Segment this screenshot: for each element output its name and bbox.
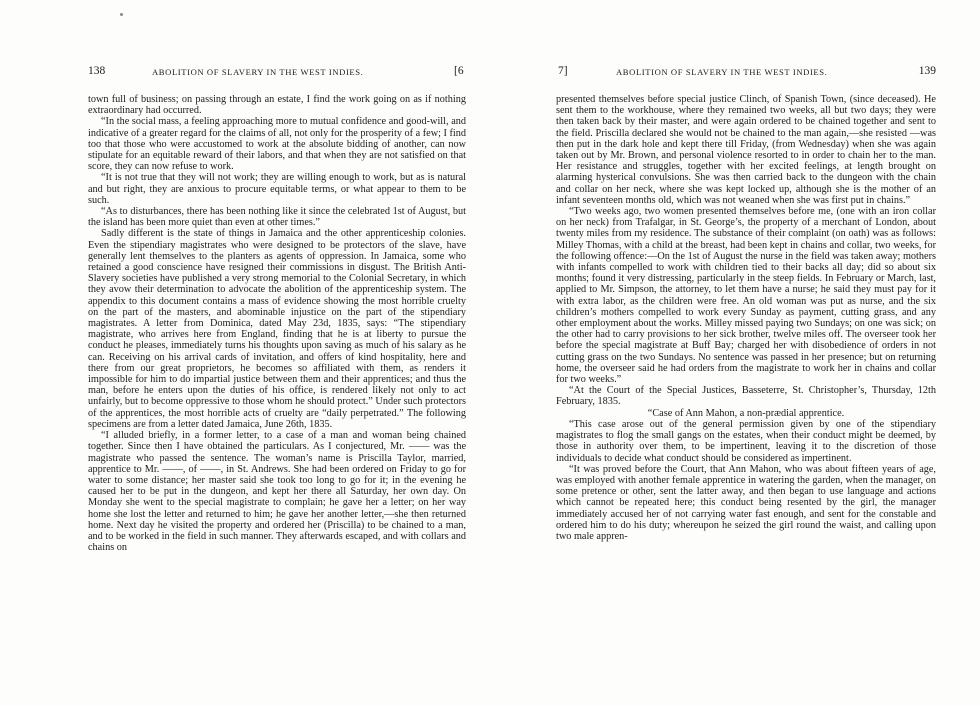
right-signature-mark: 7] — [558, 65, 568, 77]
left-paragraph-2: “In the social mass, a feeling approaching more to mutual confidence and good-will, and indicative of a greater regard for the claims of all, not only for the prosperity of a few; I find too that those who were accustomed to work at the absolute bidding of another, can now stipulate for an equitable reward of their labors, and that when they are not satisfied on that score, they can now refuse to work. — [88, 116, 466, 173]
right-page — [556, 0, 936, 706]
left-signature-mark: [6 — [454, 65, 464, 77]
right-running-title: ABOLITION OF SLAVERY IN THE WEST INDIES. — [616, 67, 828, 77]
left-paragraph-3: “It is not true that they will not work; they are willing enough to work, but as is natural and but right, they are anxious to procure equitable terms, or what appear to them to be such. — [88, 172, 466, 206]
right-paragraph-1: presented themselves before special justice Clinch, of Spanish Town, (since deceased). He sent them to the workhouse, where they remained two weeks, all but two days; they were then taken back by their master, and were again ordered to be chained together and sent to the field. Priscilla declared she would not be chained to the man again,—she resisted —was then put in the dark hole and kept there till Friday, (from Wednesday) when she was again taken out by Mr. Brown, and personal violence resorted to in order to chain her to the man. Her resistance and struggles, together with her excited feelings, at length brought on alarming hysterical convulsions. She was then carried back to the dungeon with the chain and collar on her neck, where she was kept locked up, although she is the mother of an infant seventeen months old, which was not weaned when she was first put in chains.” — [556, 94, 936, 206]
left-paragraph-6: “I alluded briefly, in a former letter, to a case of a man and woman being chained together. Since then I have obtained the particulars. As I conjectured, Mr. —— was the magistrate who passed the sentence. The woman’s name is Priscilla Taylor, married, apprentice to Mr. ——, of ——, in St. Andrews. She had been ordered on Friday to go for water to some distance; her master said she took too long to go for it; in the evening he caused her to be put in the dungeon, and kept her there all Saturday, her own day. On Monday she went to the special magistrate to complain; he gave her a letter; on her way home she lost the letter and returned to him; he gave her another letter,—she then returned home. Next day he visited the property and ordered her (Priscilla) to be chained to a man, and to be worked in the field in such manner. They afterwards escaped, and with collars and chains on — [88, 430, 466, 554]
right-paragraph-5: “This case arose out of the general permission given by one of the stipendiary magistrates to flog the small gangs on the estates, when their conduct might be deemed, by those in authority over them, to be impertinent, leaving it to the discretion of those individuals to decide what conduct should be considered as impertinent. — [556, 418, 936, 464]
left-page-number: 138 — [88, 65, 106, 77]
right-running-head — [556, 66, 936, 82]
left-paragraph-1: town full of business; on passing through an estate, I find the work going on as if nothing extraordinary had occurred. — [88, 94, 466, 117]
left-page — [88, 0, 466, 706]
left-running-head — [88, 66, 466, 82]
right-paragraph-3: “At the Court of the Special Justices, Basseterre, St. Christopher’s, Thursday, 12th February, 1835. — [556, 385, 936, 408]
left-paragraph-5: Sadly different is the state of things in Jamaica and the other apprenticeship colonies. Even the stipendiary magistrates who were designed to be protectors of the slave, have generally lent themselves to the planters as agents of oppression. In Jamaica, some who retained a good conscience have resigned their commissions in disgust. The British Anti-Slavery societies have published a very strong memorial to the Colonial Secretary, in which they avow their determination to advocate the abolition of the apprenticeship system. The appendix to this document contains a mass of evidence showing the most horrible cruelty on the part of the masters, and abominable injustice on the part of the stipendiary magistrates. A letter from Dominica, dated May 23d, 1835, says: “The stipendiary magistrate, who arrives here from England, finding that he is at liberty to pursue the conduct he pleases, immediately turns his thoughts upon saving as much of his salary as he can. Receiving on his arrival cards of invitation, and offers of kind hospitality, here and there from our great proprietors, he becomes so affiliated with them, as renders it impossible for him to do impartial justice between them and their apprentices; and thus the man, before he enters upon the duties of his office, is rendered likely not only to act unfairly, but to become oppressive to those whom he should protect.” Under such protectors of the apprentices, the most horrible acts of cruelty are “daily perpetrated.” The following specimens are from a letter dated Jamaica, June 26th, 1835. — [88, 228, 466, 430]
right-paragraph-2: “Two weeks ago, two women presented themselves before me, (one with an iron collar on her neck) from Trafalgar, in St. George’s, the property of a merchant of London, about twenty miles from my residence. The substance of their complaint (on oath) was as follows: Milley Thomas, with a child at the breast, had been kept in chains and collar, two weeks, for the following offence:—On the 1st of August the nurse in the field was taken away; mothers with infants compelled to work with children tied to their backs all day; did so about six months; found it very distressing, particularly in the steep fields. In February or March, last, applied to Mr. Simpson, the attorney, to let them have a nurse; he said they must pay for it with extra labor, as the children were free. An old woman was put as nurse, and the six children’s mothers compelled to work every Sunday as payment, cutting grass, and any other employment about the works. Milley missed paying two Sundays; on one was sick; on the other had to carry provisions to her sick brother, twelve miles off. The overseer took her before the special magistrate at Buff Bay; charged her with disobedience of orders in not cutting grass on the two Sundays. No sentence was passed in her presence; but on returning home, the overseer said he had orders from the magistrate to work her in chains and collar for two weeks.” — [556, 206, 936, 386]
right-page-number: 139 — [918, 65, 936, 77]
right-page-body — [556, 94, 936, 542]
left-page-body — [88, 94, 466, 553]
right-case-heading: “Case of Ann Mahon, a non-prædial apprentice. — [647, 407, 845, 419]
left-paragraph-4: “As to disturbances, there has been nothing like it since the celebrated 1st of August, but the island has been more quiet than even at other times.” — [88, 206, 466, 229]
right-paragraph-6: “It was proved before the Court, that Ann Mahon, who was about fifteen years of age, was employed with another female apprentice in watering the garden, when the manager, on some pretence or other, sent the latter away, and then began to use language and actions which cannot be repeated here; this conduct being resented by the girl, the manager immediately accused her of not carrying water fast enough, and sent for the constable and ordered him to do his duty; whereupon he seized the girl round the waist, and calling upon two male appren- — [556, 463, 936, 542]
left-running-title: ABOLITION OF SLAVERY IN THE WEST INDIES. — [152, 67, 364, 77]
